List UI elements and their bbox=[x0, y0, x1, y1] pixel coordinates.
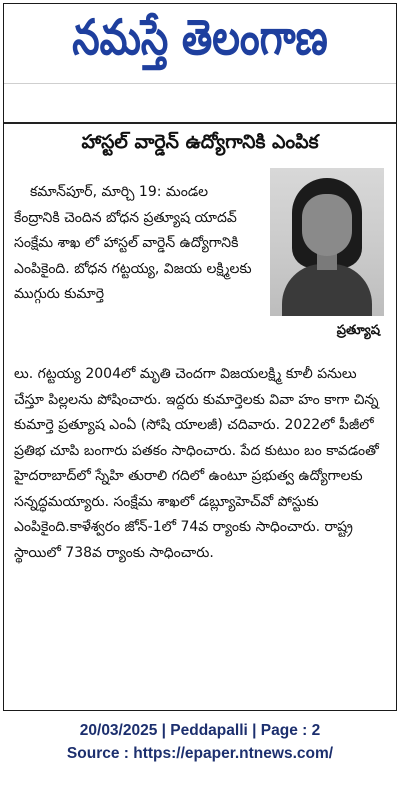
article-paragraph-lede: కమాన్‌పూర్, మార్చి 19: మండల కేంద్రానికి చెందిన బోధన ప్రత్యూష యాదవ్ సంక్షేమ శాఖ లో హాస్టల్ వార్డెన్ ఉద్యోగానికి ఎంపికైంది. బోధన గట్టయ్య, విజయ లక్ష్మిలకు ముగ్గురు కుమార్తె bbox=[14, 184, 252, 302]
article-paragraph-continuation: లు. గట్టయ్య 2004లో మృతి చెందగా విజయలక్ష్మి కూలీ పనులు చేస్తూ పిల్లలను పోషించారు. ఇద్దరు కుమార్తెలకు వివా హం కాగా చిన్న కుమార్తె ప్రత్యూష ఎంఏ (సోషి యాలజీ) చదివారు. 2022లో పీజీలో ప్రతిభ చూపి బంగారు పతకం సాధించారు. పేద కుటుం బం కావడంతో హైదరాబాద్‌లో స్నేహి తురాలి గదిలో ఉంటూ ప్రభుత్వ ఉద్యోగాలకు సన్నద్ధమయ్యారు. సంక్షేమ శాఖలో డబ్ల్యూహెచ్‌వో పోస్టుకు ఎంపికైంది.కాళేశ్వరం జోన్-1లో 74వ ర్యాంకు సాధించారు. రాష్ట్ర స్థాయిలో 738వ ర్యాంకు సాధించారు. bbox=[14, 366, 379, 561]
photo-caption: ప్రత్యూష bbox=[336, 323, 380, 338]
headline-divider bbox=[4, 122, 396, 124]
newspaper-clipping bbox=[3, 3, 397, 711]
newspaper-title: నమస్తే తెలంగాణ bbox=[72, 9, 328, 66]
publication-info: 20/03/2025 | Peddapalli | Page : 2 bbox=[79, 722, 321, 739]
masthead bbox=[4, 4, 396, 84]
article-body bbox=[14, 180, 388, 566]
article-headline: హాస్టల్ వార్డెన్ ఉద్యోగానికి ఎంపిక bbox=[81, 130, 319, 153]
portrait-photo bbox=[270, 168, 384, 316]
source-link[interactable]: Source : https://epaper.ntnews.com/ bbox=[66, 745, 334, 762]
photo-block bbox=[266, 168, 388, 362]
